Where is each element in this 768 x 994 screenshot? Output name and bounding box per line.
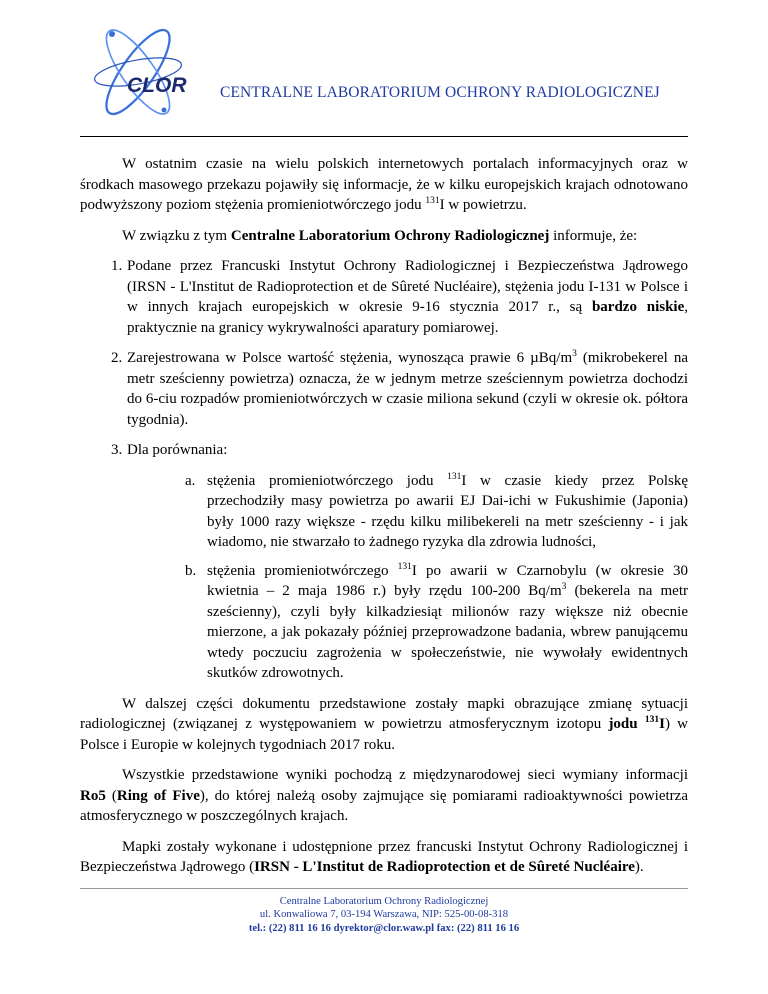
footer-org-name: Centralne Laboratorium Ochrony Radiologicznej — [279, 896, 489, 907]
footer-address: ul. Konwaliowa 7, 03-194 Warszawa, NIP: 525-00-08-318 — [259, 909, 509, 921]
list-subitem-a: a. stężenia promieniotwórczego jodu $^{131}$I w czasie kiedy przez Polskę przechodziły masy powietrza po awarii EJ Dai-ichi w Fukushimie (Japonia) były 1000 razy większe - rzędu kilku milibekereli na metr sześcienny - i jak wiadomo, nie stwarzało to żadnego ryzyka dla zdrowia ludności, — [185, 471, 688, 550]
letterhead — [80, 18, 690, 142]
list-subitem-b: b. stężenia promieniotwórczego $^{131}$I po awarii w Czarnobylu (w okresie 30 kwietnia – 2 maja 1986 r.) były rzędu 100-200 $Bq/m^3$ (bekerela na metr sześcienny), czyli były kilkadziesiąt milionów razy większe niż obecnie mierzone, a jak pokazały później przeprowadzone badania, wbrew panującemu wtedy poczuciu zagrożenia w społeczeństwie, nie wywołały ewidentnych skutków zdrowotnych. — [185, 561, 689, 681]
logo-text: CLOR — [127, 74, 187, 97]
numbered-list — [80, 256, 688, 684]
list-item-1: 1. Podane przez Francuski Instytut Ochrony Radiologicznej i Bezpieczeństwa Jądrowego (IRSN - L'Institut de Radioprotection et de Sûreté Nucléaire), stężenia jodu I-131 w Polsce i w innych krajach europejskich w okresie 9-16 stycznia 2017 r., są bardzo niskie, praktycznie na granicy wykrywalności aparatury pomiarowej. — [111, 258, 688, 336]
intro-paragraph: W ostatnim czasie na wielu polskich internetowych portalach informacyjnych oraz w środkach masowego przekazu pojawiły się informacje, że w kilku europejskich krajach odnotowano podwyższony poziom stężenia promieniotwórczego jodu $^{131}$I w powietrzu. — [80, 156, 688, 213]
ro5-paragraph: Wszystkie przedstawione wyniki pochodzą z międzynarodowej sieci wymiany informacji Ro5 (Ring of Five), do której należą osoby zajmujące się pomiarami radioaktywności powietrza atmosferycznego w poszczególnych krajach. — [80, 767, 688, 824]
maps-paragraph: W dalszej części dokumentu przedstawione zostały mapki obrazujące zmianę sytuacji radiologicznej (związanej z występowaniem w powietrzu atmosferycznym izotopu jodu $^{131}$I) w Polsce i Europie w kolejnych tygodniach 2017 roku. — [80, 695, 688, 753]
organization-title: CENTRALNE LABORATORIUM OCHRONY RADIOLOGICZNEJ — [220, 84, 660, 101]
irsn-paragraph: Mapki zostały wykonane i udostępnione przez francuski Instytut Ochrony Radiologicznej i Bezpieczeństwa Jądrowego (IRSN - L'Institut de Radioprotection et de Sûreté Nucléaire). — [80, 838, 688, 875]
header-divider — [80, 136, 688, 137]
footer-divider — [80, 888, 688, 889]
list-item-2: 2. Zarejestrowana w Polsce wartość stężenia, wynosząca prawie 6 µBq/$m^3$ (mikrobekerel na metr sześcienny powietrza) oznacza, że w jednym metrze sześciennym powietrza dochodzi do 6-ciu rozpadów promieniotwórczych w czasie miliona sekund (czyli w okresie ok. półtora tygodnia). — [111, 349, 688, 428]
announcement-paragraph: W związku z tym Centralne Laboratorium Ochrony Radiologicznej informuje, że: — [122, 227, 638, 244]
footer — [80, 895, 688, 935]
footer-contact: tel.: (22) 811 16 16 dyrektor@clor.waw.pl fax: (22) 811 16 16 — [248, 922, 520, 934]
list-item-3: 3. Dla porównania: — [111, 442, 228, 458]
document-body — [80, 154, 688, 888]
clor-logo — [80, 18, 192, 130]
